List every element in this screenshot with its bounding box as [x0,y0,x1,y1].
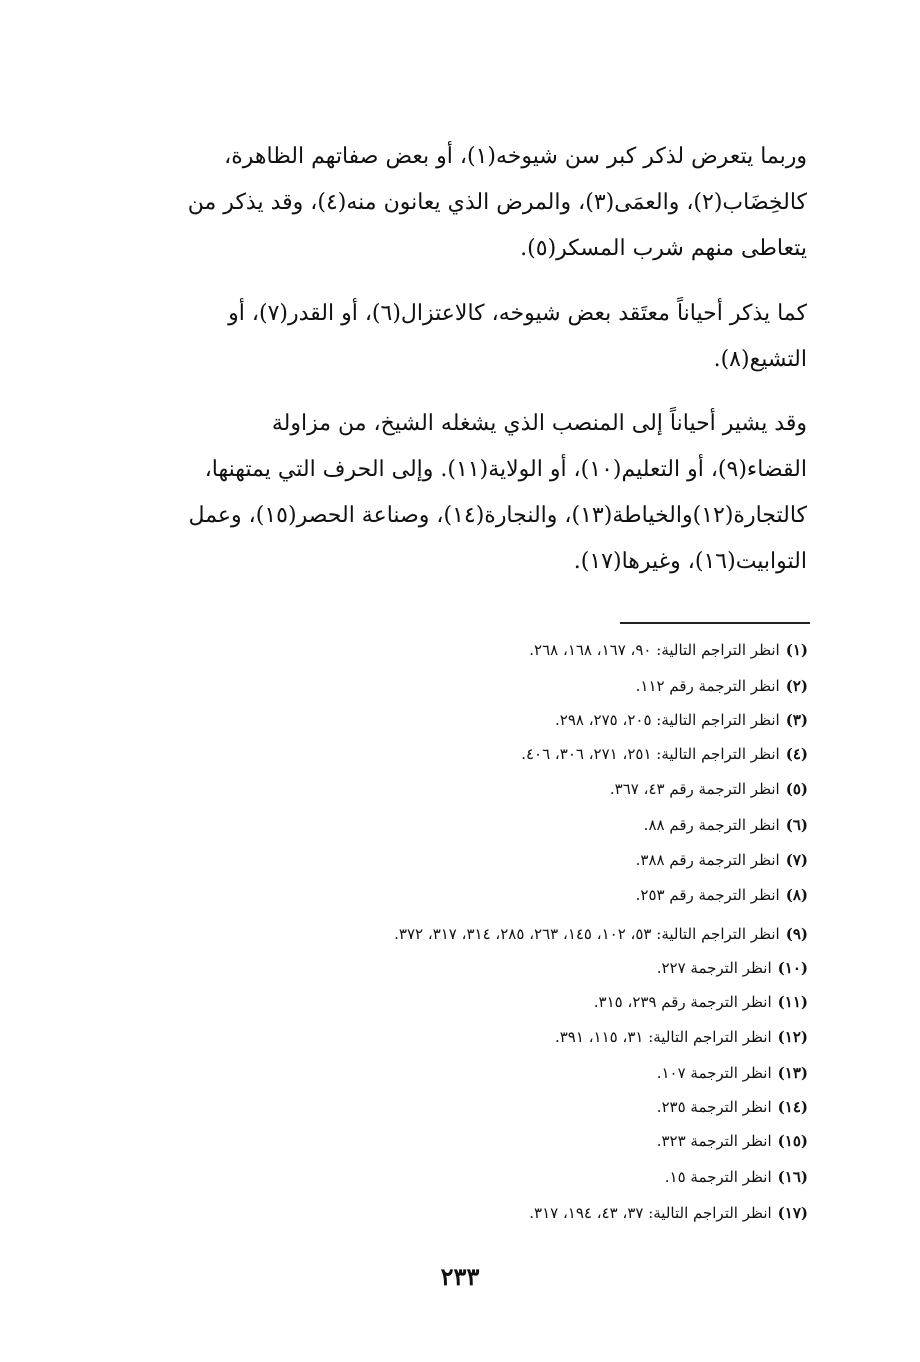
footnote-text: انظر الترجمة رقم ٨٨. [643,816,780,834]
text-line: وقد يشير أحياناً إلى المنصب الذي يشغله الشيخ، من مزاولة [271,411,807,436]
footnote-15 [657,1131,808,1151]
footnote-text: انظر الترجمة ٣٢٣. [656,1132,772,1150]
text-line: كالتجارة(١٢)والخياطة(١٣)، والنجارة(١٤)، وصناعة الحصر(١٥)، وعمل [188,503,807,528]
footnote-4 [521,744,808,764]
paragraph-1 [112,134,807,272]
footnote-number: (١١) [777,993,808,1011]
footnote-number: (١٢) [777,1028,808,1046]
text-line: وربما يتعرض لذكر كبر سن شيوخه(١)، أو بعض صفاتهم الظاهرة، [224,144,807,169]
footnote-number: (١٤) [777,1098,808,1116]
footnote-number: (٣) [785,711,808,729]
footnote-16 [665,1167,808,1187]
footnote-number: (٢) [785,677,808,695]
footnote-number: (٨) [785,886,808,904]
footnote-text: انظر الترجمة ٢٢٧. [656,959,772,977]
footnote-number: (١٣) [777,1064,808,1082]
footnote-2 [636,676,808,696]
paragraph-3 [112,401,807,585]
footnote-6 [644,815,808,835]
footnote-number: (١٧) [777,1204,808,1222]
footnote-text: انظر الترجمة ٢٣٥. [656,1098,772,1116]
footnote-number: (٧) [785,851,808,869]
footnote-text: انظر الترجمة رقم ٤٣، ٣٦٧. [609,780,780,798]
text-line: التشيع(٨). [713,347,807,372]
footnote-text: انظر الترجمة ١٥. [664,1168,772,1186]
footnote-3 [555,710,808,730]
footnote-divider [620,622,810,624]
footnote-10 [657,958,808,978]
footnote-12 [555,1027,808,1047]
text-line: التوابيت(١٦)، وغيرها(١٧). [573,549,807,574]
footnote-8 [636,885,808,905]
footnote-11 [594,992,808,1012]
footnote-number: (٦) [785,816,808,834]
footnote-text: انظر التراجم التالية: ٢٥١، ٢٧١، ٣٠٦، ٤٠٦. [521,745,780,763]
footnote-text: انظر الترجمة ١٠٧. [656,1064,772,1082]
footnote-13 [657,1063,808,1083]
text-line: يتعاطى منهم شرب المسكر(٥). [520,236,807,261]
footnote-text: انظر التراجم التالية: ٩٠، ١٦٧، ١٦٨، ٢٦٨. [529,641,780,659]
footnote-text: انظر التراجم التالية: ٥٣، ١٠٢، ١٤٥، ٢٦٣، ٢٨٥، ٣١٤، ٣١٧، ٣٧٢. [394,925,780,943]
footnote-number: (١٦) [777,1168,808,1186]
text-line: كالخِضَاب(٢)، والعمَى(٣)، والمرض الذي يعانون منه(٤)، وقد يذكر من [187,190,807,215]
text-line: القضاء(٩)، أو التعليم(١٠)، أو الولاية(١١). وإلى الحرف التي يمتهنها، [204,457,807,482]
footnote-text: انظر التراجم التالية: ٣٧، ٤٣، ١٩٤، ٣١٧. [529,1204,772,1222]
footnote-14 [657,1097,808,1117]
page-number: ٢٣٣ [440,1262,480,1291]
footnote-text: انظر الترجمة رقم ١١٢. [635,677,780,695]
footnote-1 [529,640,808,660]
footnote-number: (٩) [785,925,808,943]
footnote-number: (٥) [785,780,808,798]
footnote-text: انظر التراجم التالية: ٢٠٥، ٢٧٥، ٢٩٨. [554,711,780,729]
paragraph-2 [112,291,807,383]
footnote-5 [610,779,808,799]
footnote-9 [394,924,808,944]
footnote-number: (١٥) [777,1132,808,1150]
text-line: كما يذكر أحياناً معتَقد بعض شيوخه، كالاعتزال(٦)، أو القدر(٧)، أو [228,301,807,326]
footnote-number: (١) [785,641,808,659]
footnote-17 [529,1203,808,1223]
footnote-text: انظر الترجمة رقم ٣٨٨. [635,851,780,869]
footnote-number: (١٠) [777,959,808,977]
footnote-text: انظر الترجمة رقم ٢٥٣. [635,886,780,904]
footnote-text: انظر الترجمة رقم ٢٣٩، ٣١٥. [593,993,772,1011]
footnote-number: (٤) [785,745,808,763]
footnote-text: انظر التراجم التالية: ٣١، ١١٥، ٣٩١. [554,1028,772,1046]
footnote-7 [636,850,808,870]
